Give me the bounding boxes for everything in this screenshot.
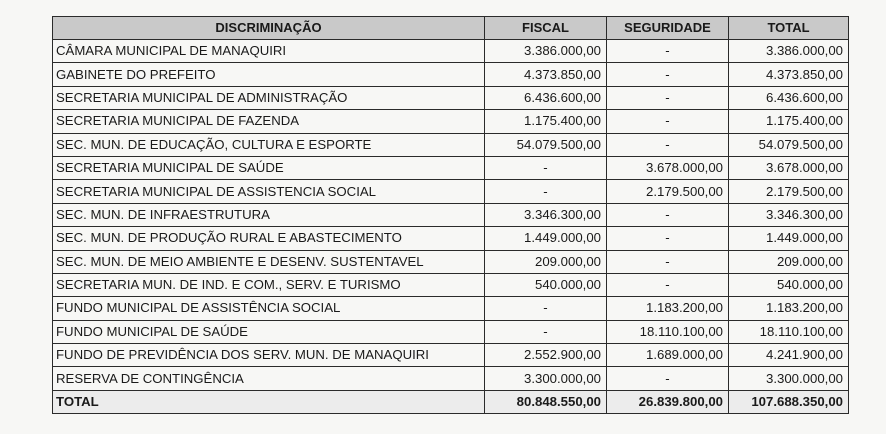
fiscal-cell: 540.000,00	[485, 273, 607, 296]
table-row	[53, 180, 849, 203]
row-name-cell: SEC. MUN. DE MEIO AMBIENTE E DESENV. SUSTENTAVEL	[53, 250, 485, 273]
seguridade-cell: -	[607, 110, 729, 133]
total-cell: 4.241.900,00	[729, 344, 849, 367]
fiscal-cell: 1.449.000,00	[485, 227, 607, 250]
seguridade-cell: 18.110.100,00	[607, 320, 729, 343]
total-cell: 1.183.200,00	[729, 297, 849, 320]
fiscal-cell: 2.552.900,00	[485, 344, 607, 367]
table-row	[53, 250, 849, 273]
table-row	[53, 40, 849, 63]
fiscal-cell: 54.079.500,00	[485, 133, 607, 156]
seguridade-cell: 1.183.200,00	[607, 297, 729, 320]
row-name-cell: SECRETARIA MUNICIPAL DE FAZENDA	[53, 110, 485, 133]
total-cell: 3.678.000,00	[729, 156, 849, 179]
total-cell: 1.449.000,00	[729, 227, 849, 250]
total-cell: 1.175.400,00	[729, 110, 849, 133]
row-name-cell: SECRETARIA MUNICIPAL DE ADMINISTRAÇÃO	[53, 86, 485, 109]
table-row	[53, 156, 849, 179]
seguridade-cell: -	[607, 367, 729, 390]
seguridade-cell: -	[607, 203, 729, 226]
total-cell: 18.110.100,00	[729, 320, 849, 343]
fiscal-cell: 1.175.400,00	[485, 110, 607, 133]
header-discriminacao: DISCRIMINAÇÃO	[53, 17, 485, 40]
seguridade-cell: -	[607, 40, 729, 63]
seguridade-cell: -	[607, 227, 729, 250]
table-row	[53, 110, 849, 133]
header-seguridade: SEGURIDADE	[607, 17, 729, 40]
total-cell: 6.436.600,00	[729, 86, 849, 109]
total-label: TOTAL	[53, 390, 485, 413]
seguridade-cell: -	[607, 86, 729, 109]
fiscal-cell: 6.436.600,00	[485, 86, 607, 109]
total-fiscal: 80.848.550,00	[485, 390, 607, 413]
seguridade-cell: -	[607, 133, 729, 156]
seguridade-cell: 2.179.500,00	[607, 180, 729, 203]
total-cell: 4.373.850,00	[729, 63, 849, 86]
header-fiscal: FISCAL	[485, 17, 607, 40]
total-row	[53, 390, 849, 413]
table-row	[53, 227, 849, 250]
total-cell: 540.000,00	[729, 273, 849, 296]
total-seguridade: 26.839.800,00	[607, 390, 729, 413]
row-name-cell: SECRETARIA MUNICIPAL DE SAÚDE	[53, 156, 485, 179]
total-cell: 3.386.000,00	[729, 40, 849, 63]
row-name-cell: RESERVA DE CONTINGÊNCIA	[53, 367, 485, 390]
table-row	[53, 367, 849, 390]
table-row	[53, 63, 849, 86]
seguridade-cell: 3.678.000,00	[607, 156, 729, 179]
row-name-cell: SECRETARIA MUN. DE IND. E COM., SERV. E TURISMO	[53, 273, 485, 296]
table-row	[53, 297, 849, 320]
total-cell: 3.346.300,00	[729, 203, 849, 226]
table-row	[53, 86, 849, 109]
row-name-cell: FUNDO DE PREVIDÊNCIA DOS SERV. MUN. DE MANAQUIRI	[53, 344, 485, 367]
table-row	[53, 133, 849, 156]
table-row	[53, 273, 849, 296]
seguridade-cell: -	[607, 250, 729, 273]
fiscal-cell: 3.300.000,00	[485, 367, 607, 390]
fiscal-cell: -	[485, 180, 607, 203]
row-name-cell: GABINETE DO PREFEITO	[53, 63, 485, 86]
fiscal-cell: 3.386.000,00	[485, 40, 607, 63]
seguridade-cell: -	[607, 273, 729, 296]
fiscal-cell: -	[485, 320, 607, 343]
total-cell: 209.000,00	[729, 250, 849, 273]
header-total: TOTAL	[729, 17, 849, 40]
fiscal-cell: -	[485, 297, 607, 320]
total-cell: 3.300.000,00	[729, 367, 849, 390]
table-row	[53, 320, 849, 343]
row-name-cell: SEC. MUN. DE INFRAESTRUTURA	[53, 203, 485, 226]
table-row	[53, 203, 849, 226]
table-row	[53, 344, 849, 367]
fiscal-cell: 4.373.850,00	[485, 63, 607, 86]
row-name-cell: CÂMARA MUNICIPAL DE MANAQUIRI	[53, 40, 485, 63]
table-header-row	[53, 17, 849, 40]
row-name-cell: SECRETARIA MUNICIPAL DE ASSISTENCIA SOCIAL	[53, 180, 485, 203]
table-body	[53, 40, 849, 391]
total-cell: 2.179.500,00	[729, 180, 849, 203]
fiscal-cell: 209.000,00	[485, 250, 607, 273]
total-total: 107.688.350,00	[729, 390, 849, 413]
budget-table	[52, 16, 849, 414]
seguridade-cell: 1.689.000,00	[607, 344, 729, 367]
row-name-cell: SEC. MUN. DE PRODUÇÃO RURAL E ABASTECIMENTO	[53, 227, 485, 250]
seguridade-cell: -	[607, 63, 729, 86]
row-name-cell: FUNDO MUNICIPAL DE SAÚDE	[53, 320, 485, 343]
row-name-cell: FUNDO MUNICIPAL DE ASSISTÊNCIA SOCIAL	[53, 297, 485, 320]
fiscal-cell: 3.346.300,00	[485, 203, 607, 226]
fiscal-cell: -	[485, 156, 607, 179]
row-name-cell: SEC. MUN. DE EDUCAÇÃO, CULTURA E ESPORTE	[53, 133, 485, 156]
total-cell: 54.079.500,00	[729, 133, 849, 156]
